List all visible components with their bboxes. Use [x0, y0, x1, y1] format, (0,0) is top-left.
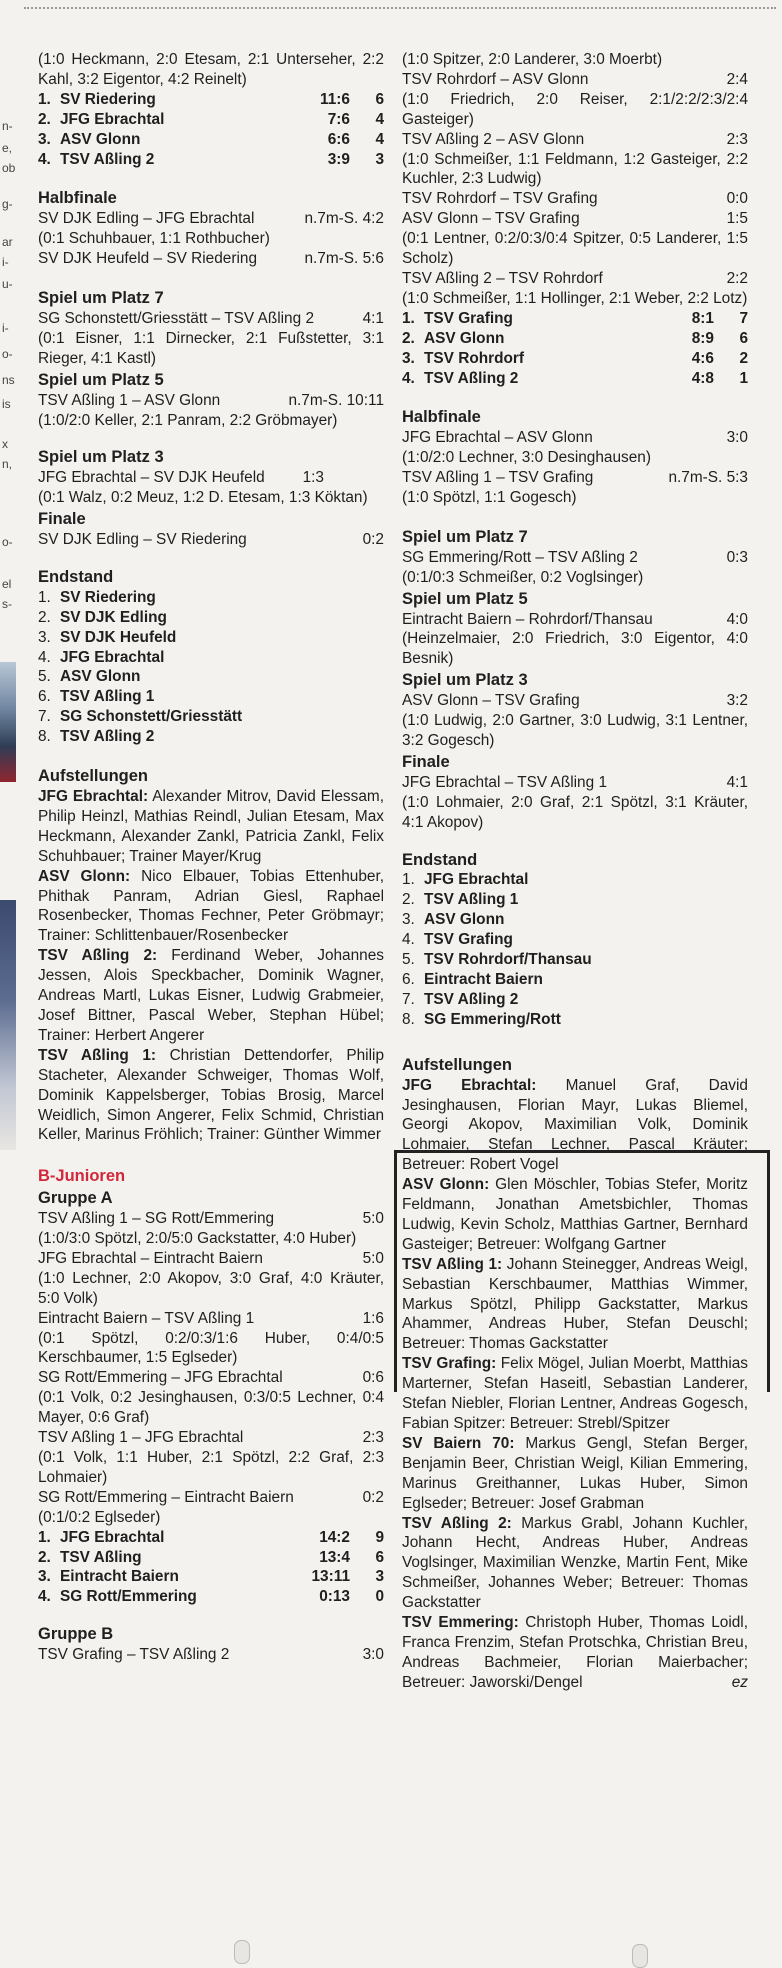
section-heading: Spiel um Platz 3: [38, 448, 164, 467]
ranking-row: 2. TSV Aßling 1: [402, 891, 519, 909]
margin-fragment: o-: [2, 347, 13, 361]
top-dotted-rule: [24, 7, 776, 9]
match-row: SV DJK Heufeld – SV Riedering n.7m-S. 5:6: [38, 250, 384, 268]
section-heading: Spiel um Platz 7: [402, 527, 528, 546]
margin-fragment: g-: [2, 197, 13, 211]
match-row: TSV Aßling 1 – JFG Ebrachtal 2:3: [38, 1429, 384, 1447]
ranking-row: 7. TSV Aßling 2: [402, 990, 519, 1008]
standings-row: 1. TSV Grafing 8:1 7: [402, 309, 748, 327]
standings-row: 2. TSV Aßling 13:4 6: [38, 1548, 384, 1566]
section-heading: Endstand: [402, 850, 478, 869]
team-lineup: TSV Grafing: Felix Mögel, Julian Moerbt, Matthias Marterner, Stefan Haseitl, Sebastian Landerer, Stefan Niebler, Florian Lentner, Andreas Gogesch, Fabian Spitzer: Betreuer: Strebl/Spitzer: [402, 1355, 748, 1432]
section-title: B-Junioren: [38, 1167, 126, 1186]
team-lineup: TSV Aßling 2: Markus Grabl, Johann Kuchler, Johann Hecht, Andreas Huber, Andreas Voglsinger, Maximilian Wenzke, Martin Fent, Mike Schmeißer, Johannes Weber; Betreuer: Thomas Gackstatter: [402, 1514, 748, 1612]
standings-row: 2. ASV Glonn 8:9 6: [402, 329, 748, 347]
match-row: ASV Glonn – TSV Grafing 1:5: [402, 210, 748, 228]
section-heading: Spiel um Platz 3: [402, 671, 528, 690]
goal-detail: (1:0 Lohmaier, 2:0 Graf, 2:1 Spötzl, 3:1 Kräuter, 4:1 Akopov): [402, 793, 748, 831]
match-row: SV DJK Edling – JFG Ebrachtal n.7m-S. 4:2: [38, 210, 384, 228]
team-lineup: TSV Aßling 1: Johann Steinegger, Andreas Weigl, Sebastian Kerschbaumer, Matthias Wimmer, Markus Spötzl, Philipp Gackstatter, Markus Ahammer, Andreas Huber, Stefan Deuschl; Betreuer: Thomas Gackstatter: [402, 1255, 748, 1353]
goal-detail: (1:0 Schmeißer, 1:1 Feldmann, 1:2 Gasteiger, 2:2 Kuchler, 2:3 Ludwig): [402, 150, 748, 188]
team-lineup: ASV Glonn: Nico Elbauer, Tobias Ettenhuber, Phithak Panram, Adrian Giesl, Raphael Rosenbecker, Thomas Fechner, Peter Gröbmayr; Trainer: Schlittenbauer/Rosenbecker: [38, 867, 385, 945]
match-row: JFG Ebrachtal – TSV Aßling 1 4:1: [402, 773, 748, 791]
ranking-row: 6. TSV Aßling 1: [38, 688, 155, 706]
standings-row: 4. SG Rott/Emmering 0:13 0: [38, 1588, 384, 1606]
cutoff-photo: [0, 900, 16, 1150]
margin-fragment: el: [2, 577, 12, 591]
ranking-row: 8. TSV Aßling 2: [38, 728, 155, 746]
match-row: SG Schonstett/Griesstätt – TSV Aßling 2 4:1: [38, 309, 384, 327]
match-row: Eintracht Baiern – TSV Aßling 1 1:6: [38, 1309, 384, 1327]
ranking-row: 7. SG Schonstett/Griesstätt: [38, 708, 243, 726]
section-heading: Aufstellungen: [402, 1055, 512, 1074]
ranking-row: 6. Eintracht Baiern: [402, 970, 543, 988]
match-row: TSV Rohrdorf – ASV Glonn 2:4: [402, 70, 748, 88]
standings-row: 3. ASV Glonn 6:6 4: [38, 130, 384, 148]
match-row: SG Rott/Emmering – JFG Ebrachtal 0:6: [38, 1369, 384, 1387]
left-margin-fragments: [0, 0, 22, 1968]
match-row: Eintracht Baiern – Rohrdorf/Thansau 4:0: [402, 610, 748, 628]
final-ranking: [38, 588, 384, 747]
margin-fragment: n-: [2, 119, 13, 133]
section-heading: Endstand: [38, 567, 114, 586]
goal-detail: (1:0/3:0 Spötzl, 2:0/5:0 Gackstatter, 4:0 Huber): [38, 1230, 357, 1248]
section-heading: Aufstellungen: [38, 767, 148, 786]
section-heading: Halbfinale: [38, 189, 117, 208]
match-row: TSV Aßling 1 – ASV Glonn n.7m-S. 10:11: [38, 391, 384, 409]
match-row: SG Emmering/Rott – TSV Aßling 2 0:3: [402, 548, 748, 566]
ranking-row: 3. SV DJK Heufeld: [38, 628, 177, 646]
ranking-row: 8. SG Emmering/Rott: [402, 1010, 561, 1028]
team-lineup: TSV Aßling 2: Ferdinand Weber, Johannes Jessen, Alois Speckbacher, Dominik Wagner, Andreas Martl, Lukas Eisner, Ludwig Grabmeier, Josef Bittner, Pascal Weber, Stephan Hübel; Trainer: Herbert Angerer: [38, 947, 384, 1044]
right-column: [402, 50, 748, 1693]
margin-fragment: ob: [2, 161, 16, 175]
goal-detail: (1:0 Heckmann, 2:0 Etesam, 2:1 Unterseher, 2:2 Kahl, 3:2 Eigentor, 4:2 Reinelt): [38, 51, 384, 88]
team-lineup: JFG Ebrachtal: Alexander Mitrov, David Elessam, Philip Heinzl, Mathias Reindl, Julian Etesam, Max Heckmann, Alexander Zankl, Patricia Zankl, Felix Schuhbauer; Trainer Mayer/Krug: [38, 788, 384, 865]
punch-hole: [632, 1944, 648, 1968]
punch-hole: [234, 1940, 250, 1964]
standings-row: 3. TSV Rohrdorf 4:6 2: [402, 349, 748, 367]
margin-fragment: x: [2, 437, 8, 451]
group-standings: [402, 309, 748, 389]
match-row: TSV Aßling 2 – TSV Rohrdorf 2:2: [402, 269, 748, 287]
margin-fragment: e,: [2, 141, 13, 155]
section-heading: Finale: [38, 510, 86, 529]
left-column: [38, 50, 384, 1665]
section-heading: Spiel um Platz 5: [38, 370, 164, 389]
ranking-row: 2. SV DJK Edling: [38, 608, 167, 626]
match-row: JFG Ebrachtal – Eintracht Baiern 5:0: [38, 1249, 384, 1267]
goal-detail: (1:0/2:0 Keller, 2:1 Panram, 2:2 Gröbmayer): [38, 411, 338, 429]
section-heading: Finale: [402, 752, 450, 771]
margin-fragment: u-: [2, 277, 13, 291]
match-row: SV DJK Edling – SV Riedering 0:2: [38, 531, 384, 549]
ranking-row: 4. JFG Ebrachtal: [38, 648, 165, 666]
goal-detail: (Heinzelmaier, 2:0 Friedrich, 3:0 Eigentor, 4:0 Besnik): [402, 630, 748, 668]
author-signature: ez: [731, 1673, 748, 1691]
match-row: TSV Aßling 1 – SG Rott/Emmering 5:0: [38, 1210, 384, 1228]
margin-fragment: o-: [2, 535, 13, 549]
cutoff-photo: [0, 662, 16, 782]
goal-detail: (0:1 Volk, 1:1 Huber, 2:1 Spötzl, 2:2 Graf, 2:3 Lohmaier): [38, 1449, 384, 1486]
goal-detail: (0:1 Walz, 0:2 Meuz, 1:2 D. Etesam, 1:3 Köktan): [38, 489, 368, 507]
goal-detail: (1:0 Ludwig, 2:0 Gartner, 3:0 Ludwig, 3:1 Lentner, 3:2 Gogesch): [402, 712, 748, 749]
goal-detail: (1:0 Lechner, 2:0 Akopov, 3:0 Graf, 4:0 Kräuter, 5:0 Volk): [38, 1269, 384, 1307]
goal-detail: (0:1 Spötzl, 0:2/0:3/1:6 Huber, 0:4/0:5 Kerschbaumer, 1:5 Eglseder): [38, 1329, 384, 1367]
final-ranking: [402, 870, 748, 1029]
match-row: JFG Ebrachtal – ASV Glonn 3:0: [402, 429, 748, 447]
match-row: TSV Grafing – TSV Aßling 2 3:0: [38, 1646, 384, 1664]
goal-detail: (1:0 Spitzer, 2:0 Landerer, 3:0 Moerbt): [402, 51, 663, 68]
team-lineup: JFG Ebrachtal: Manuel Graf, David Jesinghausen, Florian Mayr, Lukas Bliemel, Georgi Akopov, Maximilian Volk, Dominik Lohmaier, Stefan Lechner, Pascal Kräuter; Betreuer: Robert Vogel: [402, 1076, 748, 1174]
goal-detail: (0:1/0:3 Schmeißer, 0:2 Voglsinger): [402, 568, 644, 586]
ranking-row: 3. ASV Glonn: [402, 911, 505, 929]
match-row: TSV Rohrdorf – TSV Grafing 0:0: [402, 190, 748, 208]
group-heading: Gruppe B: [38, 1625, 114, 1644]
standings-row: 1. SV Riedering 11:6 6: [38, 90, 384, 108]
section-heading: Halbfinale: [402, 408, 481, 427]
margin-fragment: i-: [2, 321, 9, 335]
margin-fragment: ar: [2, 235, 13, 249]
goal-detail: (0:1 Lentner, 0:2/0:3/0:4 Spitzer, 0:5 Landerer, 1:5 Scholz): [402, 230, 748, 268]
goal-detail: (0:1/0:2 Eglseder): [38, 1508, 161, 1526]
goal-detail: (0:1 Schuhbauer, 1:1 Rothbucher): [38, 230, 270, 248]
team-lineup: TSV Emmering: Christoph Huber, Thomas Loidl, Franca Frenzim, Stefan Protschka, Christian Breu, Andreas Bachmeier, Florian Maierbacher; Betreuer: Jaworski/Dengel ez: [402, 1614, 748, 1691]
match-row: TSV Aßling 2 – ASV Glonn 2:3: [402, 130, 748, 148]
highlight-box: [394, 1150, 770, 1392]
ranking-row: 1. JFG Ebrachtal: [402, 871, 529, 889]
goal-detail: (1:0/2:0 Lechner, 3:0 Desinghausen): [402, 449, 651, 467]
standings-row: 2. JFG Ebrachtal 7:6 4: [38, 110, 384, 128]
ranking-row: 1. SV Riedering: [38, 588, 156, 606]
standings-row: 1. JFG Ebrachtal 14:2 9: [38, 1528, 384, 1546]
group-a-table: [38, 1528, 384, 1608]
margin-fragment: n,: [2, 457, 13, 471]
match-row: TSV Aßling 1 – TSV Grafing n.7m-S. 5:3: [402, 469, 748, 487]
goal-detail: (0:1 Eisner, 1:1 Dirnecker, 2:1 Fußstetter, 3:1 Rieger, 4:1 Kastl): [38, 329, 384, 367]
ranking-row: 4. TSV Grafing: [402, 931, 513, 949]
goal-detail: (1:0 Schmeißer, 1:1 Hollinger, 2:1 Weber, 2:2 Lotz): [402, 289, 748, 307]
match-row: ASV Glonn – TSV Grafing 3:2: [402, 692, 748, 710]
margin-fragment: i-: [2, 255, 9, 269]
standings-row: 3. Eintracht Baiern 13:11 3: [38, 1568, 384, 1586]
goal-detail: (0:1 Volk, 0:2 Jesinghausen, 0:3/0:5 Lechner, 0:4 Mayer, 0:6 Graf): [38, 1389, 384, 1427]
section-heading: Spiel um Platz 7: [38, 289, 164, 308]
group-heading: Gruppe A: [38, 1189, 113, 1208]
standings-row: 4. TSV Aßling 2 3:9 3: [38, 150, 384, 168]
match-row: SG Rott/Emmering – Eintracht Baiern 0:2: [38, 1488, 384, 1506]
match-row: JFG Ebrachtal – SV DJK Heufeld 1:3: [38, 469, 324, 487]
ranking-row: 5. ASV Glonn: [38, 668, 141, 686]
margin-fragment: is: [2, 397, 11, 411]
margin-fragment: ns: [2, 373, 15, 387]
team-lineup: SV Baiern 70: Markus Gengl, Stefan Berger, Benjamin Beer, Christian Weigl, Kilian Emmering, Marinus Greithanner, Lukas Huber, Simon Eglseder; Betreuer: Josef Grabman: [402, 1434, 749, 1512]
group-standings: [38, 90, 384, 170]
margin-fragment: s-: [2, 597, 12, 611]
group-a-results: [38, 1209, 384, 1528]
ranking-row: 5. TSV Rohrdorf/Thansau: [402, 951, 592, 969]
standings-row: 4. TSV Aßling 2 4:8 1: [402, 369, 748, 387]
goal-detail: (1:0 Friedrich, 2:0 Reiser, 2:1/2:2/2:3/2:4 Gasteiger): [402, 90, 748, 128]
team-lineup: TSV Aßling 1: Christian Dettendorfer, Philip Stacheter, Alexander Schweiger, Thomas Wolf, Dominik Kappelsberger, Tobias Brosig, Marcel Weidlich, Simon Angerer, Felix Schmid, Christian Keller, Marinus Fröhlich; Trainer: Günther Wimmer: [38, 1046, 384, 1144]
team-lineup: ASV Glonn: Glen Möschler, Tobias Stefer, Moritz Feldmann, Jonathan Ametsbichler, Thomas Ludwig, Kevin Scholz, Matthias Gartner, Bernhard Gasteiger; Betreuer: Wolfgang Gartner: [402, 1176, 748, 1253]
section-heading: Spiel um Platz 5: [402, 589, 528, 608]
goal-detail: (1:0 Spötzl, 1:1 Gogesch): [402, 489, 577, 507]
